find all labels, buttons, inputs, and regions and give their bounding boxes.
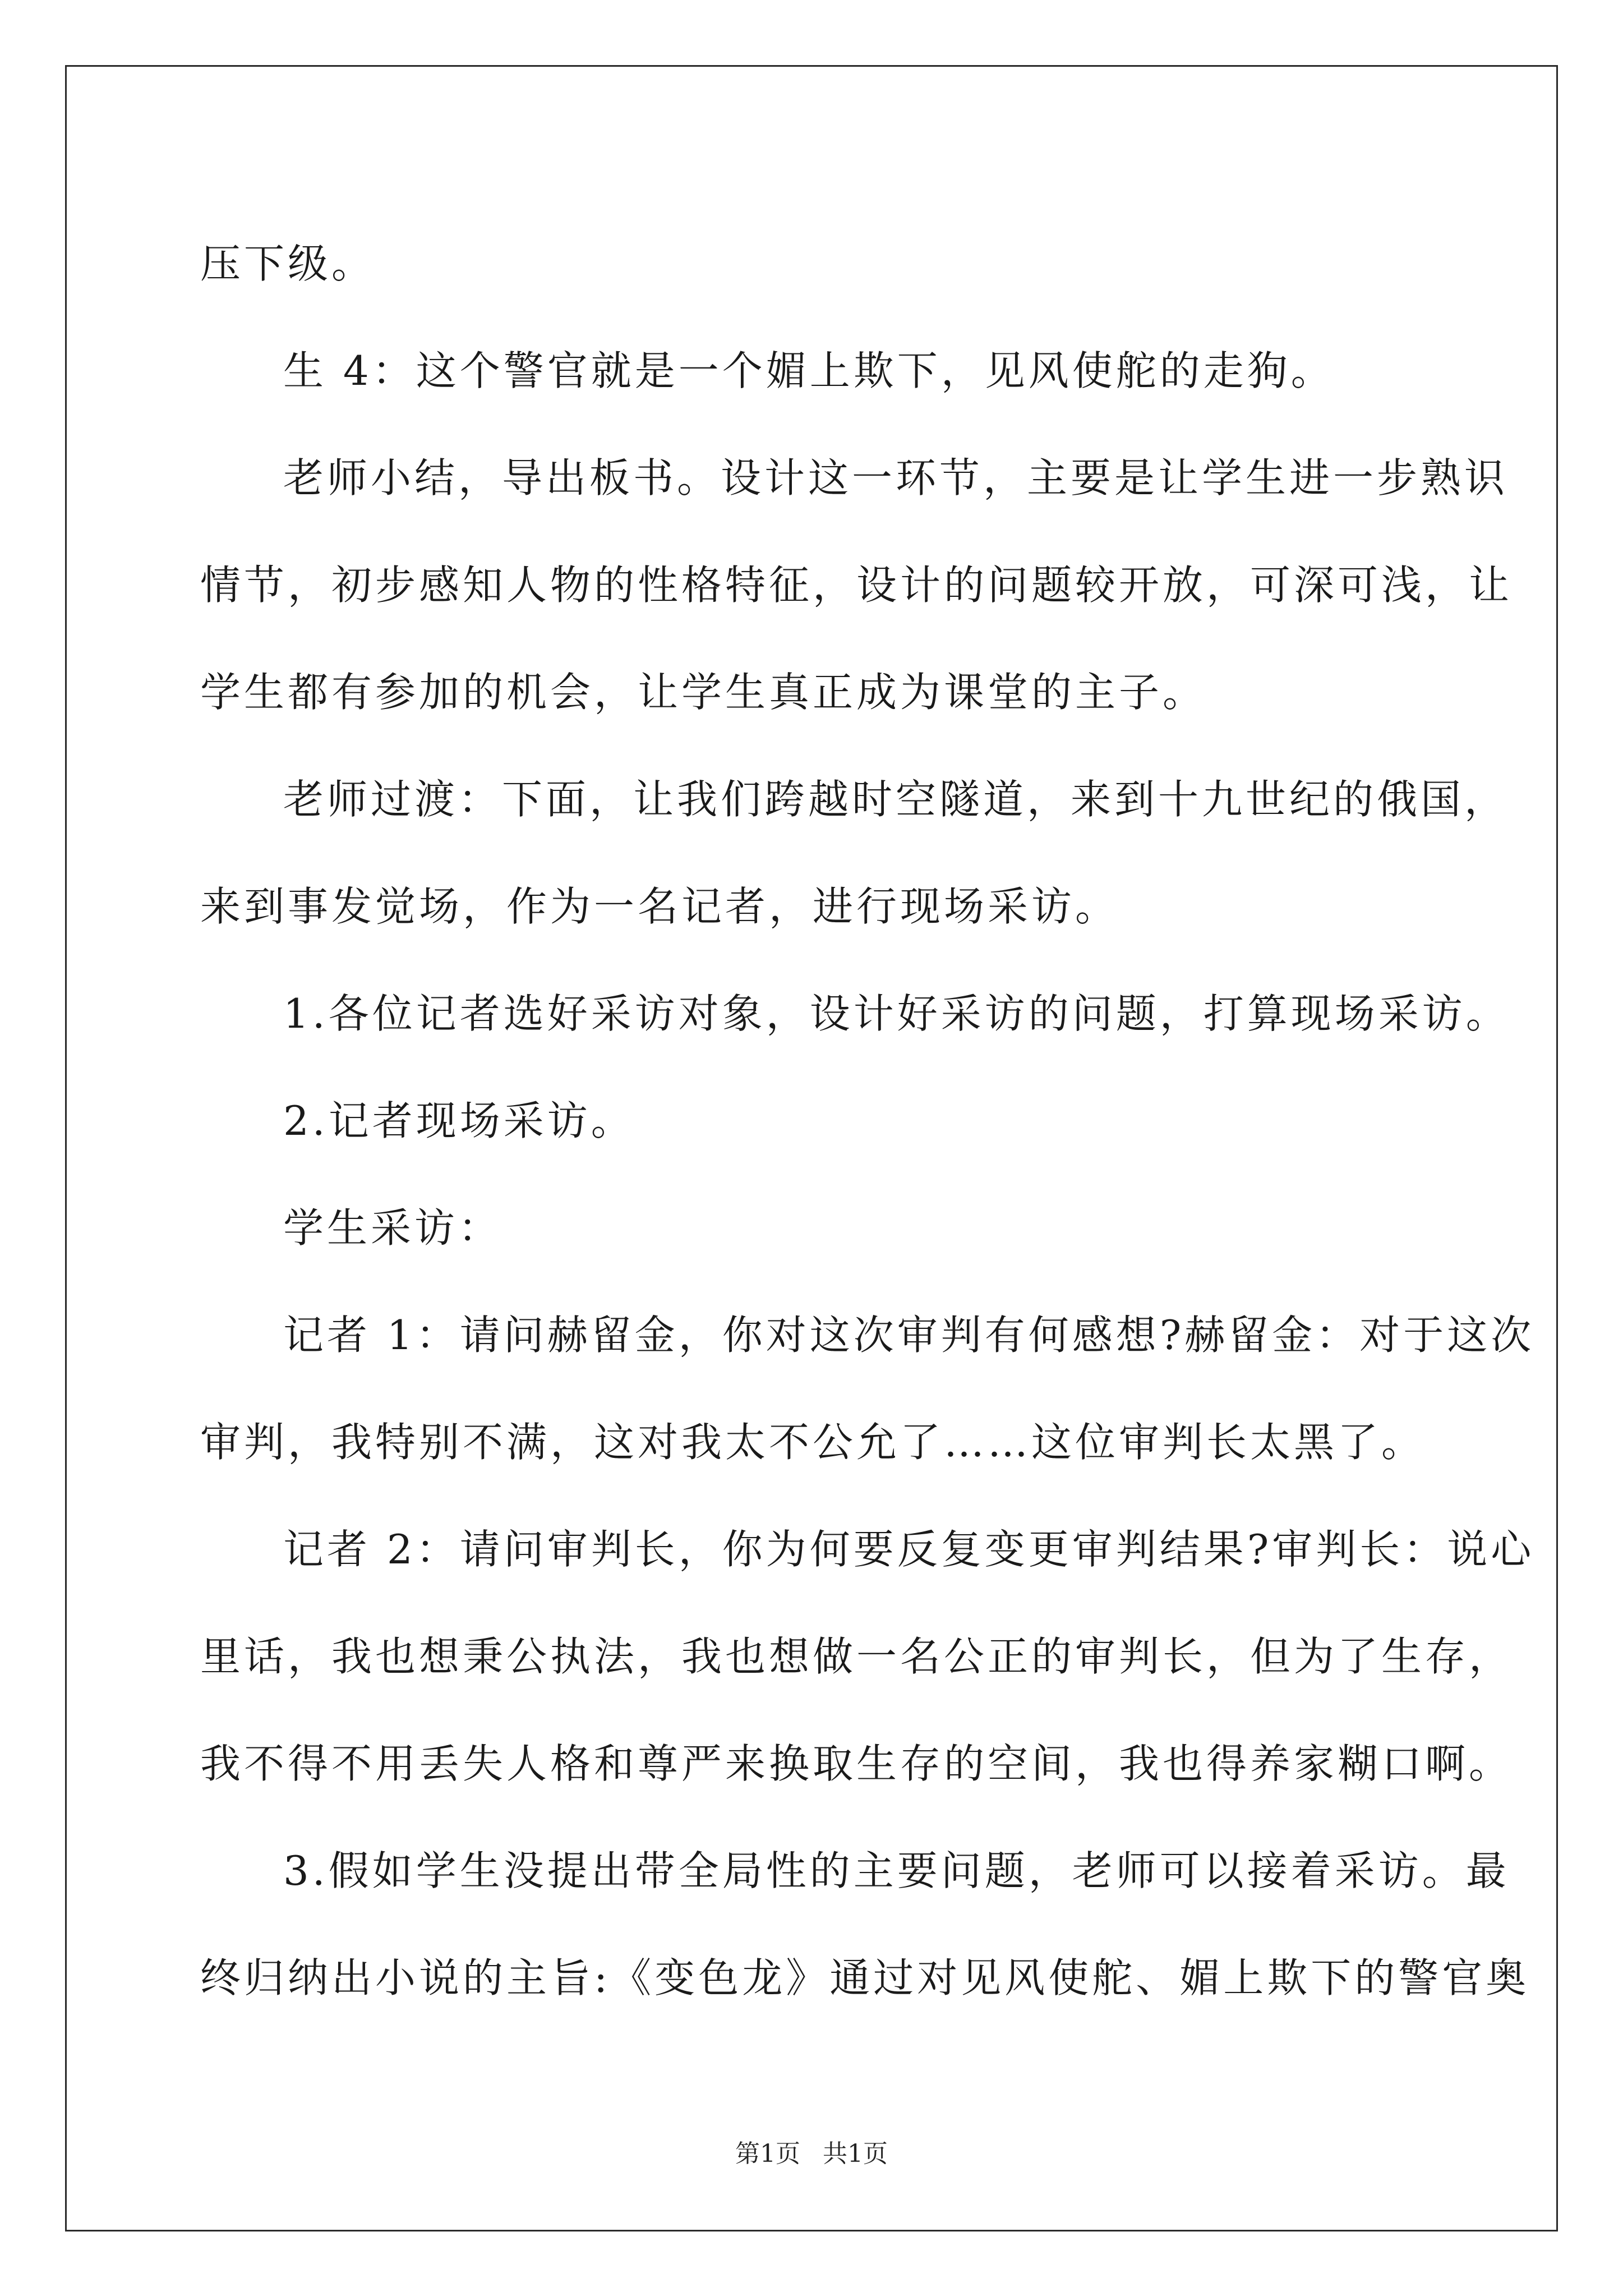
text-line-15: 我不得不用丢失人格和尊严来换取生存的空间，我也得养家糊口啊。 [200,1740,1513,1787]
text-line-7: 来到事发觉场，作为一名记者，进行现场采访。 [200,883,1119,930]
text-line-9: 2.记者现场采访。 [283,1097,635,1144]
text-line-11: 记者 1：请问赫留金，你对这次审判有何感想?赫留金：对于这次 [283,1312,1535,1359]
text-line-4: 情节，初步感知人物的性格特征，设计的问题较开放，可深可浅，让 [200,562,1513,609]
page-footer [0,2137,1623,2171]
text-line-13: 记者 2：请问审判长，你为何要反复变更审判结果?审判长：说心 [283,1526,1535,1573]
text-line-12: 审判，我特别不满，这对我太不公允了……这位审判长太黑了。 [200,1419,1426,1466]
text-line-6: 老师过渡：下面，让我们跨越时空隧道，来到十九世纪的俄国， [283,776,1509,823]
text-line-17: 终归纳出小说的主旨:《变色龙》通过对见风使舵、媚上欺下的警官奥 [200,1954,1530,2001]
text-line-16: 3.假如学生没提出带全局性的主要问题，老师可以接着采访。最 [283,1847,1510,1894]
text-line-1: 压下级。 [200,240,376,287]
text-line-3: 老师小结，导出板书。设计这一环节，主要是让学生进一步熟识 [283,454,1509,501]
text-line-2: 生 4：这个警官就是一个媚上欺下，见风使舵的走狗。 [283,347,1335,394]
text-line-10: 学生采访： [283,1204,502,1251]
text-line-8: 1.各位记者选好采访对象，设计好采访的问题，打算现场采访。 [283,990,1510,1037]
page-number: 第1页 [735,2139,800,2168]
page-total: 共1页 [823,2139,888,2168]
text-line-14: 里话，我也想秉公执法，我也想做一名公正的审判长，但为了生存， [200,1633,1513,1680]
text-line-5: 学生都有参加的机会，让学生真正成为课堂的主子。 [200,669,1207,716]
document-body [200,210,1535,2032]
